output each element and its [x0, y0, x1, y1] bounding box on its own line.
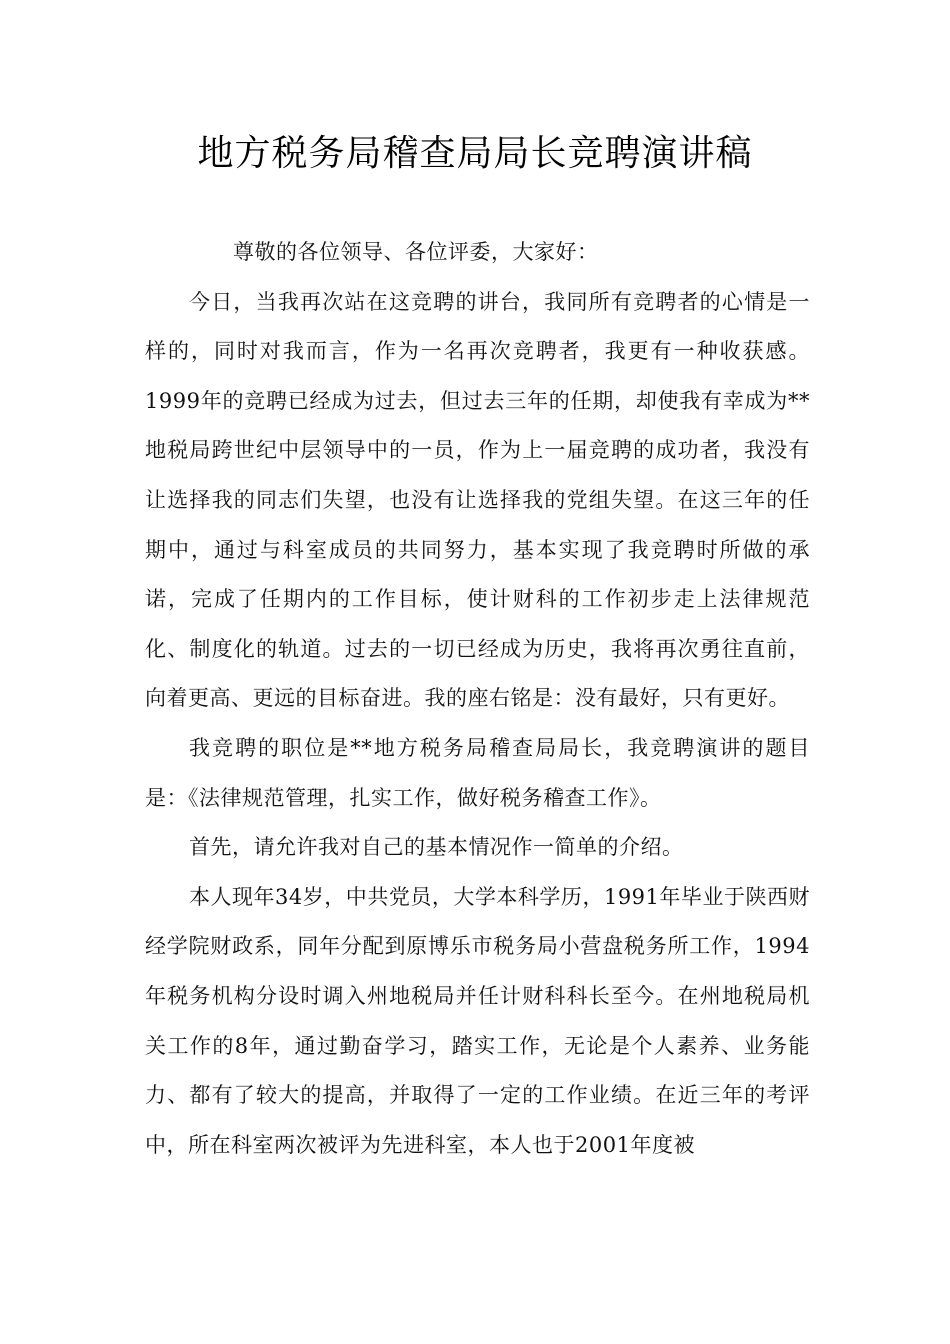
paragraph-greeting: 尊敬的各位领导、各位评委，大家好：: [233, 240, 599, 264]
paragraph-introduction: 今日，当我再次站在这竞聘的讲台，我同所有竞聘者的心情是一样的，同时对我而言，作为一名再次竞聘者，我更有一种收获感。1999年的竞聘已经成为过去，但过去三年的任期，却使我有幸成为**地税局跨世纪中层领导中的一员，作为上一届竞聘的成功者，我没有让选择我的同志们失望，也没有让选择我的党组失望。在这三年的任期中，通过与科室成员的共同努力，基本实现了我竞聘时所做的承诺，完成了任期内的工作目标，使计财科的工作初步走上法律规范化、制度化的轨道。过去的一切已经成为历史，我将再次勇往直前，向着更高、更远的目标奋进。我的座右铭是：没有最好，只有更好。: [145, 289, 810, 711]
document-body: [145, 228, 810, 1170]
document-title: 地方税务局稽查局局长竞聘演讲稿: [197, 133, 753, 174]
paragraph-position: 我竞聘的职位是**地方税务局稽查局局长，我竞聘演讲的题目是：《法律规范管理，扎实工作，做好税务稽查工作》。: [145, 735, 810, 810]
paragraph-background: 本人现年34岁，中共党员，大学本科学历，1991年毕业于陕西财经学院财政系，同年分配到原博乐市税务局小营盘税务所工作，1994年税务机构分设时调入州地税局并任计财科科长至今。在州地税局机关工作的8年，通过勤奋学习，踏实工作，无论是个人素养、业务能力、都有了较大的提高，并取得了一定的工作业绩。在近三年的考评中，所在科室两次被评为先进科室，本人也于2001年度被: [145, 884, 810, 1157]
paragraph-self-intro: 首先，请允许我对自己的基本情况作一简单的介绍。: [189, 835, 684, 860]
